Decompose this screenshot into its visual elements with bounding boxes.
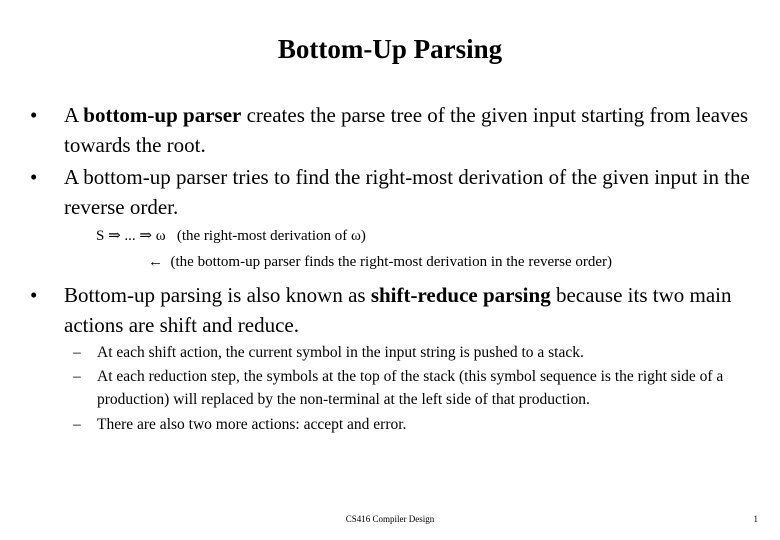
subbullet-item xyxy=(73,341,763,364)
dash-marker: – xyxy=(73,368,81,385)
bullet-marker: • xyxy=(30,165,38,189)
subbullet-text: At each shift action, the current symbol in the input string is pushed to a stack. xyxy=(97,344,584,361)
bullet-marker: • xyxy=(30,103,38,127)
bullet-text: Bottom-up parsing is also known as shift-reduce parsing because its two main actions are shift and reduce. xyxy=(64,283,732,337)
bullet-text: A bottom-up parser tries to find the right-most derivation of the given input in the reverse order. xyxy=(64,165,750,219)
bullet-item xyxy=(30,280,760,340)
slide-title: Bottom-Up Parsing xyxy=(277,34,503,64)
subbullet-item xyxy=(73,413,763,436)
bullet-item xyxy=(30,100,760,160)
dash-marker: – xyxy=(73,416,81,433)
reverse-derivation-line: ← (the bottom-up parser finds the right-most derivation in the reverse order) xyxy=(148,254,613,270)
bold-term: bottom-up parser xyxy=(83,103,242,127)
bullet-marker: • xyxy=(30,283,38,307)
dash-marker: – xyxy=(73,344,81,361)
footer-course: CS416 Compiler Design xyxy=(345,514,435,524)
bullet-item xyxy=(30,162,760,222)
page-number: 1 xyxy=(753,514,758,524)
subbullet-item xyxy=(73,365,763,411)
subbullet-text: There are also two more actions: accept and error. xyxy=(97,416,407,433)
bold-term: shift-reduce parsing xyxy=(370,283,551,307)
bullet-text: A bottom-up parser creates the parse tree of the given input starting from leaves towards the root. xyxy=(64,103,749,157)
derivation-line: S ⇒ ... ⇒ ω (the right-most derivation of ω) xyxy=(96,228,366,244)
subbullet-text: At each reduction step, the symbols at the top of the stack (this symbol sequence is the right side of a production) will replaced by the non-terminal at the left side of that production. xyxy=(97,368,724,408)
